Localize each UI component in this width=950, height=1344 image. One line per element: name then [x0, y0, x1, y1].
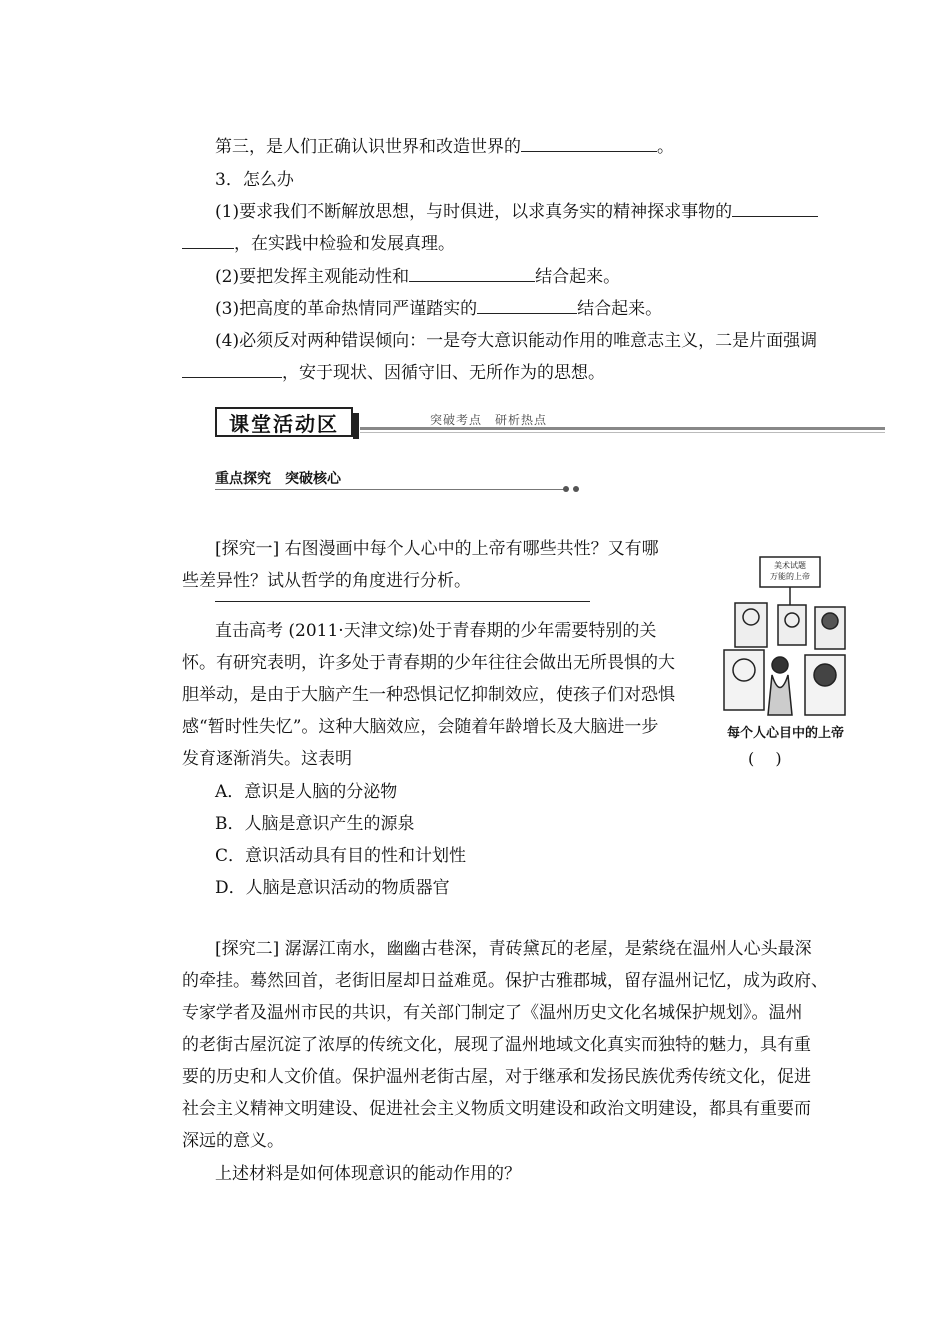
item-3: (3)把高度的革命热情同严谨踏实的 结合起来。 — [215, 299, 663, 319]
option-b[interactable]: B．人脑是意识产生的源泉 — [215, 814, 415, 834]
banner-rule — [360, 427, 885, 430]
option-c[interactable]: C．意识活动具有目的性和计划性 — [215, 846, 467, 866]
cartoon-caption: 每个人心目中的上帝 — [727, 726, 845, 741]
exam-line-2: 怀。有研究表明，许多处于青春期的少年往往会做出无所畏惧的大 — [182, 653, 675, 673]
painting-face — [822, 613, 838, 629]
answer-line[interactable] — [215, 601, 590, 602]
painter-head — [772, 657, 788, 673]
easel-middle — [778, 605, 806, 645]
explore2-question: 上述材料是如何体现意识的能动作用的？ — [215, 1164, 521, 1184]
heading-how: 3．怎么办 — [215, 170, 294, 190]
explore2-line-3: 专家学者及温州市民的共识，有关部门制定了《温州历史文化名城保护规划》。温州 — [182, 1003, 803, 1023]
cartoon-sign-text: 美术试题 万能的上帝 — [770, 561, 810, 581]
painter-body — [768, 675, 792, 715]
explore1-line-1: [探究一] 右图漫画中每个人心中的上帝有哪些共性？又有哪 — [215, 539, 659, 559]
item-4-line-2: ，安于现状、因循守旧、无所作为的思想。 — [182, 362, 605, 384]
exam-line-3: 胆举动，是由于大脑产生一种恐惧记忆抑制效应，使孩子们对恐惧 — [182, 685, 675, 705]
dot-icon — [563, 486, 569, 492]
paragraph-third: 第三，是人们正确认识世界和改造世界的 。 — [215, 137, 674, 157]
item-4-line-1: (4)必须反对两种错误倾向：一是夸大意识能动作用的唯意志主义，二是片面强调 — [215, 331, 818, 351]
explore2-line-7: 深远的意义。 — [182, 1131, 284, 1151]
dot-icon — [573, 486, 579, 492]
explore1-line-2: 些差异性？试从哲学的角度进行分析。 — [182, 571, 471, 591]
banner-rule-thin — [360, 432, 885, 433]
exam-line-5: 发育逐渐消失。这表明 — [182, 749, 352, 769]
fill-blank[interactable] — [182, 363, 282, 378]
fill-blank[interactable] — [732, 202, 818, 217]
explore2-line-6: 社会主义精神文明建设、促进社会主义物质文明建设和政治文明建设，都具有重要而 — [182, 1099, 811, 1119]
explore2-line-4: 的老街古屋沉淀了浓厚的传统文化，展现了温州地域文化真实而独特的魅力，具有重 — [182, 1035, 811, 1055]
fill-blank[interactable] — [182, 234, 234, 249]
section-banner — [215, 405, 885, 439]
painting-face — [814, 664, 836, 686]
explore2-line-2: 的牵挂。蓦然回首，老街旧屋却日益难觅。保护古雅郡城，留存温州记忆，成为政府、 — [182, 971, 828, 991]
item-1-line-2: ，在实践中检验和发展真理。 — [182, 233, 455, 255]
banner-divider — [353, 413, 359, 439]
item-2: (2)要把发挥主观能动性和 结合起来。 — [215, 267, 621, 287]
section-heading-rule — [215, 489, 565, 490]
option-d[interactable]: D．人脑是意识活动的物质器官 — [215, 878, 450, 898]
explore2-line-5: 要的历史和人文价值。保护温州老街古屋，对于继承和发扬民族优秀传统文化，促进 — [182, 1067, 811, 1087]
banner-title: 课堂活动区 — [215, 407, 353, 437]
answer-parentheses[interactable]: ( ) — [748, 749, 782, 768]
option-a[interactable]: A．意识是人脑的分泌物 — [215, 782, 398, 802]
fill-blank[interactable] — [521, 137, 657, 152]
explore2-line-1: [探究二] 潺潺江南水，幽幽古巷深，青砖黛瓦的老屋，是萦绕在温州人心头最深 — [215, 939, 812, 959]
section-heading: 重点探究 突破核心 — [215, 471, 341, 487]
item-1-line-1: (1)要求我们不断解放思想，与时俱进，以求真务实的精神探求事物的 — [215, 201, 818, 223]
banner-subtitle: 突破考点 研析热点 — [430, 413, 548, 427]
exam-line-1: 直击高考 (2011·天津文综)处于青春期的少年需要特别的关 — [215, 621, 657, 641]
exam-line-4: 感“暂时性失忆”。这种大脑效应，会随着年龄增长及大脑进一步 — [182, 717, 659, 737]
fill-blank[interactable] — [409, 267, 535, 282]
cartoon-illustration — [720, 555, 855, 740]
fill-blank[interactable] — [477, 299, 577, 314]
